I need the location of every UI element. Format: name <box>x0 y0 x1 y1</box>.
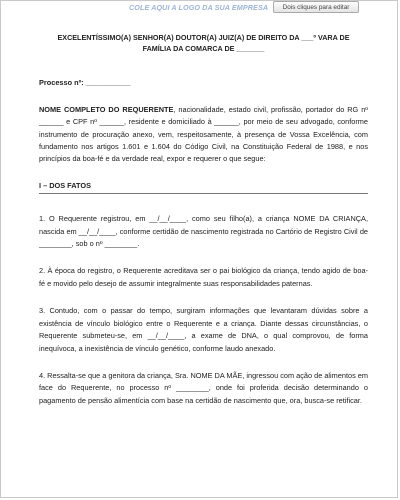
template-toolbar <box>1 1 398 17</box>
document-body <box>39 32 368 407</box>
section-title-facts: I – DOS FATOS <box>39 180 91 190</box>
requester-name: NOME COMPLETO DO REQUERENTE <box>39 104 174 114</box>
section-divider <box>39 193 368 194</box>
process-number-line: Processo nº: ___________ <box>39 78 131 88</box>
intro-paragraph <box>39 104 368 166</box>
fact-paragraph-2: 2. À época do registro, o Requerente acreditava ser o pai biológico da criança, tendo agido de boa-fé e movido pelo desejo de assumir integralmente suas responsabilidades paternas. <box>39 266 368 288</box>
fact-paragraph-3: 3. Contudo, com o passar do tempo, surgiram informações que levantaram dúvidas sobre a existência de vínculo biológico entre o Requerente e a criança. Diante dessas circunstâncias, o Requerente submeteu-se, em __/__/____, a exame de DNA, o qual comprovou, de forma inequívoca, a inexistência de vínculo genético, conforme laudo anexado. <box>39 306 368 353</box>
fact-paragraph-1: 1. O Requerente registrou, em __/__/____, como seu filho(a), a criança NOME DA CRIANÇA, nascida em __/__/____, conforme certidão de nascimento registrada no Cartório de Registro Civil de ________, sob o nº ________. <box>39 214 368 249</box>
intro-text: , nacionalidade, estado civil, profissão, portador do RG nº ______ e CPF nº ______, residente e domiciliado à ______, por meio de seu advogado, conforme instrumento de procuração anexo, vem, respeitosamente, à presença de Vossa Excelência, com fundamento nos artigos 1.601 e 1.604 do Código Civil, na Constituição Federal de 1988, e nos princípios da boa-fé e da verdade real, expor e requerer o que segue: <box>39 104 368 164</box>
company-logo-placeholder[interactable]: COLE AQUI A LOGO DA SUA EMPRESA <box>129 3 269 12</box>
edit-document-button[interactable]: Dois cliques para editar <box>273 1 359 13</box>
fact-paragraph-4: 4. Ressalta-se que a genitora da criança, Sra. NOME DA MÃE, ingressou com ação de alimentos em face do Requerente, no processo nº ________, onde foi proferida decisão determinando o pagamento de pensão alimentícia com base na certidão de nascimento que, ora, busca-se retificar. <box>39 370 368 405</box>
document-heading: EXCELENTÍSSIMO(A) SENHOR(A) DOUTOR(A) JUIZ(A) DE DIREITO DA ___º VARA DE FAMÍLIA DA COMARCA DE _______ <box>57 33 350 54</box>
